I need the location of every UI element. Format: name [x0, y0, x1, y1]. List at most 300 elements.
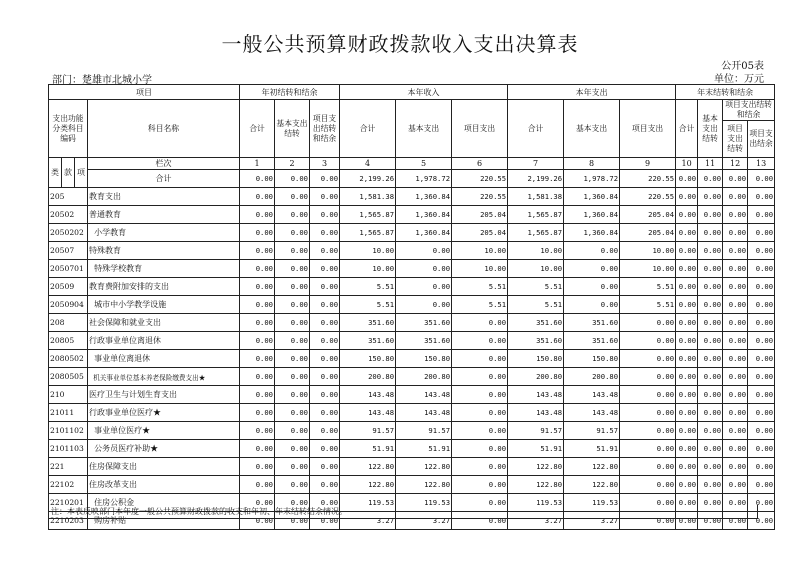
row-value: 0.00	[698, 476, 723, 494]
row-name: 小学教育	[88, 224, 240, 242]
row-value: 351.60	[508, 332, 564, 350]
table-row	[49, 224, 775, 242]
row-value: 0.00	[275, 260, 310, 278]
row-name: 行政事业单位医疗★	[88, 404, 240, 422]
header-end-basic: 基本支出结转	[698, 100, 723, 158]
row-value: 0.00	[676, 368, 698, 386]
row-value: 5.51	[620, 278, 676, 296]
row-value: 351.60	[396, 332, 452, 350]
footnote: 注：本表反映部门本年度一般公共预算财政拨款的收支和年初、年末结转结余情况。	[48, 505, 758, 519]
row-value: 0.00	[723, 260, 748, 278]
row-value: 0.00	[676, 278, 698, 296]
row-value: 0.00	[748, 296, 775, 314]
row-value: 119.53	[564, 494, 620, 512]
row-value: 0.00	[676, 404, 698, 422]
row-value: 0.00	[275, 422, 310, 440]
row-value: 0.00	[723, 476, 748, 494]
row-value: 0.00	[698, 242, 723, 260]
row-value: 122.80	[396, 476, 452, 494]
row-value: 0.00	[723, 314, 748, 332]
row-value: 0.00	[748, 368, 775, 386]
row-value: 0.00	[310, 278, 340, 296]
row-value: 0.00	[240, 440, 275, 458]
row-value: 0.00	[452, 350, 508, 368]
row-value: 3.27	[564, 512, 620, 530]
row-value: 0.00	[396, 296, 452, 314]
total-cell: 2,199.26	[340, 170, 396, 188]
col-number: 13	[748, 158, 775, 170]
row-value: 0.00	[620, 494, 676, 512]
row-value: 0.00	[620, 404, 676, 422]
row-value: 0.00	[240, 206, 275, 224]
row-value: 0.00	[275, 332, 310, 350]
row-name: 机关事业单位基本养老保险缴费支出★	[88, 368, 240, 386]
header-end: 年末结转和结余	[676, 85, 775, 100]
row-value: 0.00	[452, 314, 508, 332]
row-value: 0.00	[723, 224, 748, 242]
header-income-project: 项目支出	[452, 100, 508, 158]
row-value: 0.00	[240, 350, 275, 368]
row-value: 143.48	[396, 404, 452, 422]
header-begin-project: 项目支出结转和结余	[310, 100, 340, 158]
row-name: 行政事业单位离退休	[88, 332, 240, 350]
total-cell: 1,978.72	[396, 170, 452, 188]
row-value: 0.00	[748, 314, 775, 332]
row-value: 0.00	[275, 476, 310, 494]
row-value: 200.80	[396, 368, 452, 386]
row-name: 社会保障和就业支出	[88, 314, 240, 332]
header-kuan: 款	[62, 158, 75, 188]
row-value: 0.00	[698, 278, 723, 296]
row-value: 351.60	[564, 332, 620, 350]
row-value: 0.00	[310, 206, 340, 224]
header-begin-basic: 基本支出结转	[275, 100, 310, 158]
row-value: 0.00	[676, 332, 698, 350]
table-row	[49, 206, 775, 224]
row-value: 0.00	[698, 368, 723, 386]
row-value: 3.27	[340, 512, 396, 530]
row-value: 351.60	[340, 332, 396, 350]
header-xiang: 项	[75, 158, 88, 188]
row-code: 2050202	[49, 224, 88, 242]
header-lei: 类	[49, 158, 62, 188]
row-value: 0.00	[698, 206, 723, 224]
row-value: 0.00	[452, 332, 508, 350]
row-value: 0.00	[240, 296, 275, 314]
row-name: 公务员医疗补助★	[88, 440, 240, 458]
row-value: 143.48	[564, 404, 620, 422]
row-value: 0.00	[275, 368, 310, 386]
row-name: 购房补贴	[88, 512, 240, 530]
row-value: 5.51	[452, 296, 508, 314]
table-row	[49, 386, 775, 404]
row-value: 0.00	[676, 260, 698, 278]
row-value: 0.00	[310, 260, 340, 278]
form-number: 公开05表	[721, 61, 764, 72]
row-name: 教育费附加安排的支出	[88, 278, 240, 296]
col-number: 1	[240, 158, 275, 170]
header-income: 本年收入	[340, 85, 508, 100]
row-value: 0.00	[240, 188, 275, 206]
row-value: 0.00	[676, 350, 698, 368]
header-begin: 年初结转和结余	[240, 85, 340, 100]
header-income-total: 合计	[340, 100, 396, 158]
row-value: 0.00	[748, 512, 775, 530]
row-value: 0.00	[452, 386, 508, 404]
row-value: 51.91	[508, 440, 564, 458]
row-value: 0.00	[620, 512, 676, 530]
row-value: 0.00	[310, 512, 340, 530]
row-value: 0.00	[275, 458, 310, 476]
row-code: 20509	[49, 278, 88, 296]
row-value: 0.00	[275, 224, 310, 242]
row-name: 普通教育	[88, 206, 240, 224]
row-code: 205	[49, 188, 88, 206]
row-value: 1,581.38	[508, 188, 564, 206]
row-value: 51.91	[340, 440, 396, 458]
header-end-project-jy: 项目支出结余	[748, 121, 775, 158]
row-value: 0.00	[676, 458, 698, 476]
row-value: 122.80	[564, 458, 620, 476]
row-value: 0.00	[748, 404, 775, 422]
row-value: 51.91	[396, 440, 452, 458]
row-value: 0.00	[310, 350, 340, 368]
row-value: 0.00	[748, 188, 775, 206]
row-name: 教育支出	[88, 188, 240, 206]
row-value: 0.00	[310, 314, 340, 332]
total-cell: 220.55	[452, 170, 508, 188]
row-name: 特殊学校教育	[88, 260, 240, 278]
row-value: 0.00	[676, 296, 698, 314]
table-row	[49, 188, 775, 206]
row-code: 22102	[49, 476, 88, 494]
row-value: 5.51	[508, 278, 564, 296]
row-value: 1,360.84	[396, 206, 452, 224]
table-body	[49, 188, 775, 530]
row-code: 2080502	[49, 350, 88, 368]
row-value: 0.00	[698, 332, 723, 350]
row-value: 91.57	[508, 422, 564, 440]
row-value: 0.00	[275, 242, 310, 260]
total-cell: 0.00	[748, 170, 775, 188]
table-row	[49, 476, 775, 494]
row-value: 0.00	[275, 314, 310, 332]
row-value: 150.80	[396, 350, 452, 368]
row-value: 0.00	[748, 440, 775, 458]
row-value: 0.00	[723, 332, 748, 350]
row-value: 0.00	[723, 188, 748, 206]
row-value: 0.00	[310, 188, 340, 206]
row-value: 0.00	[620, 386, 676, 404]
row-value: 0.00	[240, 242, 275, 260]
row-value: 0.00	[620, 350, 676, 368]
col-number: 10	[676, 158, 698, 170]
row-value: 0.00	[310, 386, 340, 404]
row-value: 0.00	[676, 422, 698, 440]
row-value: 10.00	[508, 260, 564, 278]
row-code: 208	[49, 314, 88, 332]
row-value: 119.53	[508, 494, 564, 512]
row-value: 200.80	[564, 368, 620, 386]
row-value: 143.48	[340, 404, 396, 422]
table-row	[49, 422, 775, 440]
row-value: 5.51	[620, 296, 676, 314]
row-value: 1,565.87	[340, 224, 396, 242]
row-value: 0.00	[748, 422, 775, 440]
header-item: 项目	[49, 85, 240, 100]
row-value: 119.53	[396, 494, 452, 512]
row-value: 0.00	[676, 224, 698, 242]
row-value: 0.00	[698, 188, 723, 206]
row-value: 0.00	[620, 458, 676, 476]
row-value: 0.00	[310, 458, 340, 476]
row-value: 0.00	[676, 512, 698, 530]
row-value: 0.00	[723, 386, 748, 404]
total-cell: 0.00	[310, 170, 340, 188]
row-value: 0.00	[698, 404, 723, 422]
total-cell: 0.00	[723, 170, 748, 188]
row-value: 0.00	[698, 260, 723, 278]
row-value: 220.55	[620, 188, 676, 206]
row-value: 0.00	[275, 188, 310, 206]
row-value: 0.00	[310, 332, 340, 350]
row-value: 0.00	[698, 458, 723, 476]
row-value: 0.00	[240, 260, 275, 278]
row-value: 0.00	[564, 296, 620, 314]
total-cell: 0.00	[240, 170, 275, 188]
row-name: 城市中小学教学设施	[88, 296, 240, 314]
row-value: 0.00	[310, 242, 340, 260]
row-value: 10.00	[508, 242, 564, 260]
row-value: 5.51	[340, 278, 396, 296]
row-value: 200.80	[340, 368, 396, 386]
row-code: 2210201	[49, 494, 88, 512]
table-row	[49, 242, 775, 260]
col-number: 12	[723, 158, 748, 170]
header-income-basic: 基本支出	[396, 100, 452, 158]
row-name: 特殊教育	[88, 242, 240, 260]
row-value: 122.80	[340, 458, 396, 476]
row-value: 122.80	[564, 476, 620, 494]
row-value: 0.00	[748, 386, 775, 404]
row-value: 0.00	[723, 440, 748, 458]
row-value: 0.00	[310, 224, 340, 242]
row-value: 0.00	[676, 314, 698, 332]
col-number: 9	[620, 158, 676, 170]
row-value: 91.57	[340, 422, 396, 440]
row-value: 0.00	[452, 494, 508, 512]
row-value: 0.00	[240, 476, 275, 494]
row-code: 2101102	[49, 422, 88, 440]
row-value: 0.00	[452, 476, 508, 494]
table-row	[49, 314, 775, 332]
row-name: 事业单位离退休	[88, 350, 240, 368]
row-value: 0.00	[275, 350, 310, 368]
header-expend-basic: 基本支出	[564, 100, 620, 158]
row-value: 143.48	[340, 386, 396, 404]
row-value: 143.48	[508, 386, 564, 404]
page-title: 一般公共预算财政拨款收入支出决算表	[221, 32, 579, 56]
header-end-project-group: 项目支出结转和结余	[723, 100, 775, 121]
row-value: 0.00	[452, 440, 508, 458]
table-row	[49, 260, 775, 278]
row-value: 0.00	[676, 440, 698, 458]
row-code: 210	[49, 386, 88, 404]
row-value: 1,360.84	[396, 188, 452, 206]
row-code: 21011	[49, 404, 88, 422]
row-name: 事业单位医疗★	[88, 422, 240, 440]
row-value: 0.00	[240, 386, 275, 404]
row-value: 0.00	[723, 494, 748, 512]
row-value: 0.00	[723, 350, 748, 368]
total-cell: 220.55	[620, 170, 676, 188]
header-begin-total: 合计	[240, 100, 275, 158]
total-cell: 1,978.72	[564, 170, 620, 188]
row-value: 0.00	[310, 296, 340, 314]
row-value: 220.55	[452, 188, 508, 206]
row-value: 200.80	[508, 368, 564, 386]
row-value: 0.00	[275, 404, 310, 422]
row-value: 0.00	[748, 476, 775, 494]
row-value: 0.00	[564, 260, 620, 278]
row-value: 150.80	[564, 350, 620, 368]
header-func-code: 支出功能分类科目编码	[49, 100, 88, 158]
row-value: 0.00	[748, 458, 775, 476]
row-value: 10.00	[620, 260, 676, 278]
row-value: 0.00	[748, 350, 775, 368]
row-value: 0.00	[620, 476, 676, 494]
row-value: 0.00	[275, 440, 310, 458]
row-value: 0.00	[698, 296, 723, 314]
row-value: 0.00	[676, 386, 698, 404]
row-value: 0.00	[748, 332, 775, 350]
row-value: 0.00	[620, 440, 676, 458]
row-value: 351.60	[508, 314, 564, 332]
header-subject-name: 科目名称	[88, 100, 240, 158]
row-value: 205.04	[620, 206, 676, 224]
table-row	[49, 458, 775, 476]
row-value: 0.00	[310, 404, 340, 422]
row-value: 0.00	[723, 368, 748, 386]
header-expend-total: 合计	[508, 100, 564, 158]
row-value: 0.00	[620, 422, 676, 440]
col-number: 11	[698, 158, 723, 170]
row-value: 10.00	[452, 242, 508, 260]
row-value: 0.00	[748, 260, 775, 278]
department-label: 部门：楚雄市北城小学	[52, 75, 152, 86]
row-value: 1,360.84	[564, 206, 620, 224]
table-row	[49, 332, 775, 350]
row-value: 91.57	[564, 422, 620, 440]
row-value: 1,581.38	[340, 188, 396, 206]
row-code: 2101103	[49, 440, 88, 458]
row-value: 0.00	[723, 278, 748, 296]
row-value: 0.00	[723, 422, 748, 440]
row-value: 0.00	[748, 278, 775, 296]
header-lanci: 栏次	[88, 158, 240, 170]
total-cell: 0.00	[698, 170, 723, 188]
row-value: 0.00	[310, 476, 340, 494]
row-value: 0.00	[275, 206, 310, 224]
row-value: 1,565.87	[508, 224, 564, 242]
row-value: 0.00	[240, 422, 275, 440]
header-heji: 合计	[88, 170, 240, 188]
row-value: 0.00	[452, 404, 508, 422]
total-cell: 0.00	[676, 170, 698, 188]
row-value: 3.27	[396, 512, 452, 530]
row-value: 0.00	[396, 278, 452, 296]
row-value: 0.00	[564, 278, 620, 296]
row-value: 0.00	[676, 242, 698, 260]
row-value: 143.48	[396, 386, 452, 404]
row-value: 0.00	[723, 404, 748, 422]
row-value: 0.00	[676, 206, 698, 224]
row-value: 0.00	[396, 260, 452, 278]
row-value: 0.00	[310, 494, 340, 512]
col-number: 5	[396, 158, 452, 170]
row-value: 0.00	[748, 494, 775, 512]
col-number: 6	[452, 158, 508, 170]
row-value: 0.00	[723, 512, 748, 530]
row-value: 10.00	[340, 242, 396, 260]
row-code: 2050904	[49, 296, 88, 314]
header-end-total: 合计	[676, 100, 698, 158]
row-value: 0.00	[698, 440, 723, 458]
row-value: 0.00	[240, 494, 275, 512]
row-value: 0.00	[698, 314, 723, 332]
table-row	[49, 296, 775, 314]
row-name: 住房保障支出	[88, 458, 240, 476]
row-value: 0.00	[698, 512, 723, 530]
row-value: 205.04	[452, 224, 508, 242]
row-value: 150.80	[508, 350, 564, 368]
row-code: 2050701	[49, 260, 88, 278]
row-value: 91.57	[396, 422, 452, 440]
row-code: 2210203	[49, 512, 88, 530]
row-value: 0.00	[240, 314, 275, 332]
row-value: 0.00	[748, 242, 775, 260]
row-value: 10.00	[452, 260, 508, 278]
row-value: 0.00	[698, 422, 723, 440]
row-value: 0.00	[240, 278, 275, 296]
row-value: 0.00	[748, 206, 775, 224]
col-number: 2	[275, 158, 310, 170]
row-value: 0.00	[723, 296, 748, 314]
row-value: 1,360.84	[564, 188, 620, 206]
row-value: 0.00	[452, 422, 508, 440]
row-value: 0.00	[310, 368, 340, 386]
row-value: 0.00	[240, 404, 275, 422]
total-cell: 2,199.26	[508, 170, 564, 188]
header-expend-project: 项目支出	[620, 100, 676, 158]
row-value: 122.80	[508, 476, 564, 494]
col-number: 8	[564, 158, 620, 170]
total-cell: 0.00	[275, 170, 310, 188]
row-value: 0.00	[275, 512, 310, 530]
row-value: 0.00	[275, 278, 310, 296]
col-number: 7	[508, 158, 564, 170]
col-number: 3	[310, 158, 340, 170]
row-value: 0.00	[698, 386, 723, 404]
row-name: 医疗卫生与计划生育支出	[88, 386, 240, 404]
row-code: 20805	[49, 332, 88, 350]
row-value: 0.00	[698, 350, 723, 368]
row-value: 0.00	[396, 242, 452, 260]
row-value: 10.00	[340, 260, 396, 278]
row-value: 150.80	[340, 350, 396, 368]
row-value: 0.00	[676, 476, 698, 494]
row-value: 3.27	[508, 512, 564, 530]
